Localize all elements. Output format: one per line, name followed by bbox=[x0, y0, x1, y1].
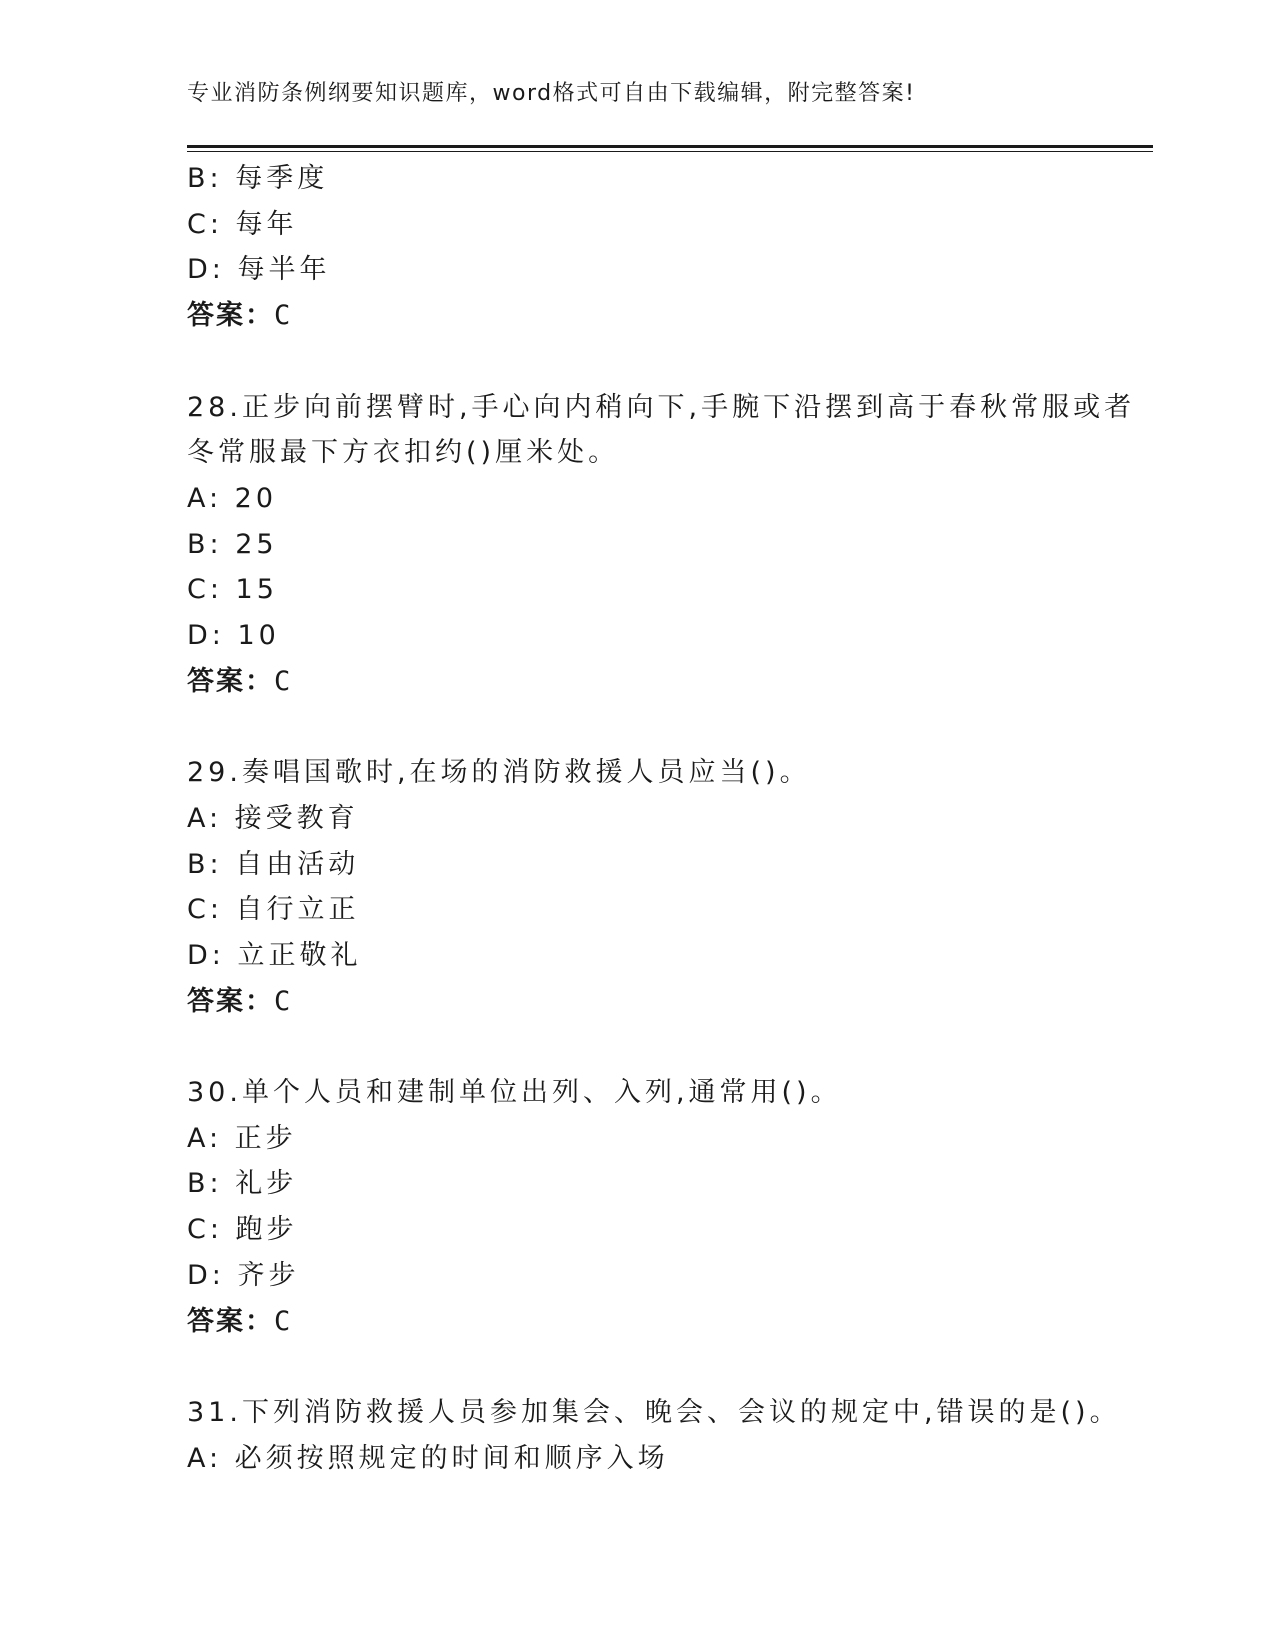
question-stem: 30.单个人员和建制单位出列、入列,通常用()。 bbox=[187, 1077, 842, 1109]
option-d: D: 每半年 bbox=[187, 254, 331, 286]
question-30 bbox=[187, 1070, 1107, 1344]
option-b: B: 礼步 bbox=[187, 1168, 298, 1200]
answer-label: 答案： bbox=[187, 1305, 274, 1337]
spacer bbox=[187, 339, 1107, 385]
option-c: C: 每年 bbox=[187, 208, 298, 240]
question-stem: 28.正步向前摆臂时,手心向内稍向下,手腕下沿摆到高于春秋常服或者 bbox=[187, 391, 1136, 423]
answer-line bbox=[187, 979, 1107, 1025]
question-27-tail bbox=[187, 156, 1107, 339]
header-rule-thick bbox=[187, 145, 1153, 148]
option-a: A: 正步 bbox=[187, 1122, 297, 1154]
page-header: 专业消防条例纲要知识题库，word格式可自由下载编辑，附完整答案! bbox=[187, 81, 916, 106]
header-rule-thin bbox=[187, 151, 1153, 152]
option-b: B: 自由活动 bbox=[187, 848, 360, 880]
answer-line bbox=[187, 1299, 1107, 1345]
answer-label: 答案： bbox=[187, 665, 274, 697]
option-d: D: 立正敬礼 bbox=[187, 939, 362, 971]
option-c: C: 跑步 bbox=[187, 1214, 298, 1246]
answer-line bbox=[187, 293, 1107, 339]
answer-label: 答案： bbox=[187, 985, 274, 1017]
option-d: D: 10 bbox=[187, 620, 280, 652]
option-c: C: 自行立正 bbox=[187, 894, 360, 926]
question-stem: 31.下列消防救援人员参加集会、晚会、会议的规定中,错误的是()。 bbox=[187, 1396, 1121, 1428]
question-content bbox=[187, 156, 1136, 1481]
answer-value: C bbox=[274, 300, 293, 332]
option-a: A: 接受教育 bbox=[187, 802, 359, 834]
option-d: D: 齐步 bbox=[187, 1259, 300, 1291]
spacer bbox=[187, 1344, 1107, 1390]
answer-line bbox=[187, 659, 1107, 705]
answer-value: C bbox=[274, 665, 293, 697]
option-a: A: 必须按照规定的时间和顺序入场 bbox=[187, 1442, 669, 1474]
answer-value: C bbox=[274, 1305, 293, 1337]
spacer bbox=[187, 1024, 1107, 1070]
answer-value: C bbox=[274, 985, 293, 1017]
option-a: A: 20 bbox=[187, 482, 278, 514]
spacer bbox=[187, 704, 1107, 750]
question-28 bbox=[187, 385, 1136, 705]
question-31 bbox=[187, 1390, 1121, 1481]
option-b: B: 每季度 bbox=[187, 163, 329, 194]
question-stem-continued: 冬常服最下方衣扣约()厘米处。 bbox=[187, 437, 620, 469]
option-c: C: 15 bbox=[187, 574, 278, 606]
option-b: B: 25 bbox=[187, 528, 278, 560]
question-stem: 29.奏唱国歌时,在场的消防救援人员应当()。 bbox=[187, 757, 811, 789]
question-29 bbox=[187, 750, 1107, 1024]
answer-label: 答案： bbox=[187, 300, 274, 332]
